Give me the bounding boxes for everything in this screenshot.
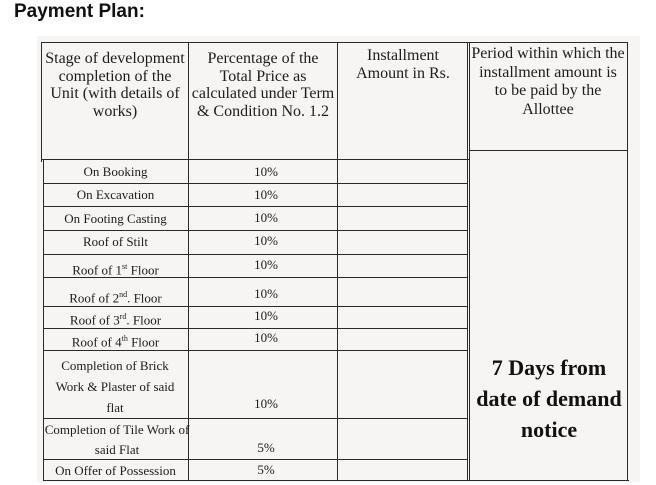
- header-installment: Installment Amount in Rs.: [356, 47, 450, 82]
- period-header-bottom-border: [469, 150, 627, 151]
- stage-cell: Roof of 1st Floor: [72, 262, 159, 278]
- stage-cell: On Offer of Possession: [55, 463, 176, 478]
- period-note: 7 Days from date of demand notice: [476, 355, 622, 442]
- percentage-cell: 10%: [254, 308, 278, 323]
- percentage-cell: 10%: [254, 396, 278, 411]
- stage-cell: On Footing Casting: [64, 211, 167, 226]
- stage-cell: Completion of Brick Work & Plaster of said flat: [55, 358, 175, 415]
- percentage-cell: 10%: [254, 233, 278, 248]
- row-divider: [43, 418, 467, 419]
- percentage-cell: 5%: [257, 462, 275, 477]
- stage-cell: Roof of 3rd. Floor: [69, 312, 162, 328]
- row-divider: [43, 350, 467, 351]
- table-bottom-border: [43, 480, 629, 481]
- col-border: [188, 42, 189, 481]
- stage-cell: Roof of Stilt: [82, 234, 148, 249]
- stage-cell: Roof of 4th Floor: [71, 334, 160, 350]
- header-stage: Stage of development completion of the Unit (with details of works): [45, 50, 185, 120]
- col-border: [467, 42, 468, 481]
- stage-cell: Roof of 2nd. Floor: [69, 290, 162, 306]
- percentage-cell: 10%: [254, 286, 278, 301]
- row-divider: [43, 183, 467, 184]
- percentage-cell: 10%: [254, 210, 278, 225]
- col-border: [337, 42, 338, 481]
- row-divider: [43, 230, 467, 231]
- row-divider: [43, 254, 467, 255]
- header-bottom-border: [41, 159, 469, 160]
- row-divider: [43, 206, 467, 207]
- stage-cell: Completion of Tile Work of said Flat: [44, 422, 190, 457]
- percentage-cell: 10%: [254, 330, 278, 345]
- percentage-cell: 10%: [254, 257, 278, 272]
- header-period: Period within which the installment amount is to be paid by the Allottee: [471, 45, 625, 118]
- page-title: Payment Plan:: [14, 1, 145, 22]
- percentage-cell: 10%: [254, 164, 278, 179]
- row-divider: [43, 306, 467, 307]
- percentage-cell: 5%: [257, 440, 275, 455]
- header-percentage: Percentage of the Total Price as calculated under Term & Condition No. 1.2: [191, 50, 335, 120]
- percentage-cell: 10%: [254, 187, 278, 202]
- stage-cell: On Excavation: [76, 187, 155, 202]
- stage-cell: On Booking: [83, 164, 148, 179]
- table-top-border: [41, 42, 627, 43]
- col-border: [41, 42, 42, 162]
- row-divider: [43, 328, 467, 329]
